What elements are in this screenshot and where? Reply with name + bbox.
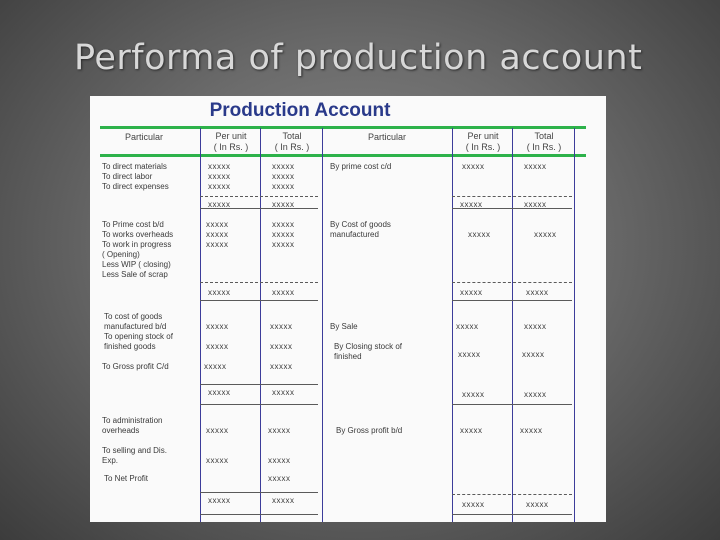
right-row-total: xxxxx [526,500,549,509]
total-rule [452,404,572,405]
left-row-per-unit: xxxxx [204,362,227,371]
right-row-per-unit: xxxxx [460,200,483,209]
total-rule [200,514,318,515]
header-per-unit-left: Per unit ( In Rs. ) [213,131,249,152]
right-row-total: xxxxx [520,426,543,435]
header-total-right: Total ( In Rs. ) [526,131,562,152]
column-divider [452,128,453,522]
left-row-per-unit: xxxxx xxxxx [206,322,229,351]
right-row-per-unit: xxxxx [460,288,483,297]
total-rule [452,514,572,515]
left-row-per-unit: xxxxx xxxxx xxxxx [206,220,229,249]
left-row-total: xxxxx [272,388,295,397]
header-top-rule [100,126,586,129]
account-title: Production Account [209,100,391,121]
total-rule [200,384,318,385]
right-row-total: xxxxx [524,390,547,399]
right-row-particular: By Closing stock of finished [334,342,403,361]
right-row-particular: By Gross profit b/d [336,426,403,435]
subtotal-rule [452,282,572,283]
column-divider [512,128,513,522]
column-divider [322,128,323,522]
right-row-total: xxxxx [524,322,547,331]
left-row-particular: To Prime cost b/d To works overheads To work in progress ( Opening) Less WIP ( closing) Less Sale of scrap [102,220,174,279]
total-rule [200,492,318,493]
left-row-per-unit: xxxxx [206,426,229,435]
left-row-per-unit: xxxxx [208,496,231,505]
right-row-per-unit: xxxxx [468,230,491,239]
left-row-total: xxxxx [270,362,293,371]
left-row-per-unit: xxxxx [208,200,231,209]
column-divider [574,128,575,522]
right-row-per-unit: xxxxx [460,426,483,435]
left-row-total: xxxxx [268,456,291,465]
total-rule [200,404,318,405]
left-row-total: xxxxx [268,474,291,483]
left-row-particular: To direct materials To direct labor To direct expenses [102,162,169,191]
left-row-per-unit: xxxxx [208,388,231,397]
slide-title: Performa of production account [74,38,643,78]
right-row-total: xxxxx [526,288,549,297]
header-per-unit-right: Per unit ( In Rs. ) [465,131,501,152]
left-row-total: xxxxx [268,426,291,435]
column-divider [260,128,261,522]
header-particular-right: Particular [367,132,406,142]
header-total-left: Total ( In Rs. ) [274,131,310,152]
right-row-total: xxxxx [522,350,545,359]
total-rule [452,300,572,301]
header-particular-left: Particular [124,132,163,142]
left-row-total: xxxxx [272,200,295,209]
right-row-total: xxxxx [534,230,557,239]
right-row-per-unit: xxxxx [458,350,481,359]
right-row-particular: By prime cost c/d [330,162,392,171]
column-divider [200,128,201,522]
subtotal-rule [452,494,572,495]
right-row-per-unit: xxxxx [462,500,485,509]
header-bottom-rule [100,154,586,157]
left-row-total: xxxxx xxxxx xxxxx [272,162,295,191]
left-row-total: xxxxx xxxxx [270,322,293,351]
right-row-particular: By Cost of goods manufactured [330,220,391,239]
right-row-particular: By Sale [330,322,358,331]
left-row-particular: To Net Profit [104,474,149,483]
right-row-total: xxxxx [524,200,547,209]
right-row-total: xxxxx [524,162,547,171]
left-row-particular: To selling and Dis. Exp. [102,446,167,465]
right-row-per-unit: xxxxx [462,162,485,171]
left-row-per-unit: xxxxx [206,456,229,465]
subtotal-rule [200,196,318,197]
left-row-total: xxxxx [272,288,295,297]
left-row-particular: To Gross profit C/d [102,362,169,371]
subtotal-rule [200,282,318,283]
left-row-total: xxxxx xxxxx xxxxx [272,220,295,249]
left-row-particular: To administration overheads [102,416,163,435]
left-row-per-unit: xxxxx xxxxx xxxxx [208,162,231,191]
right-row-per-unit: xxxxx [456,322,479,331]
subtotal-rule [452,196,572,197]
left-row-per-unit: xxxxx [208,288,231,297]
total-rule [200,300,318,301]
production-account-sheet [90,96,606,522]
left-row-total: xxxxx [272,496,295,505]
right-row-per-unit: xxxxx [462,390,485,399]
left-row-particular: To cost of goods manufactured b/d To opening stock of finished goods [104,312,173,351]
